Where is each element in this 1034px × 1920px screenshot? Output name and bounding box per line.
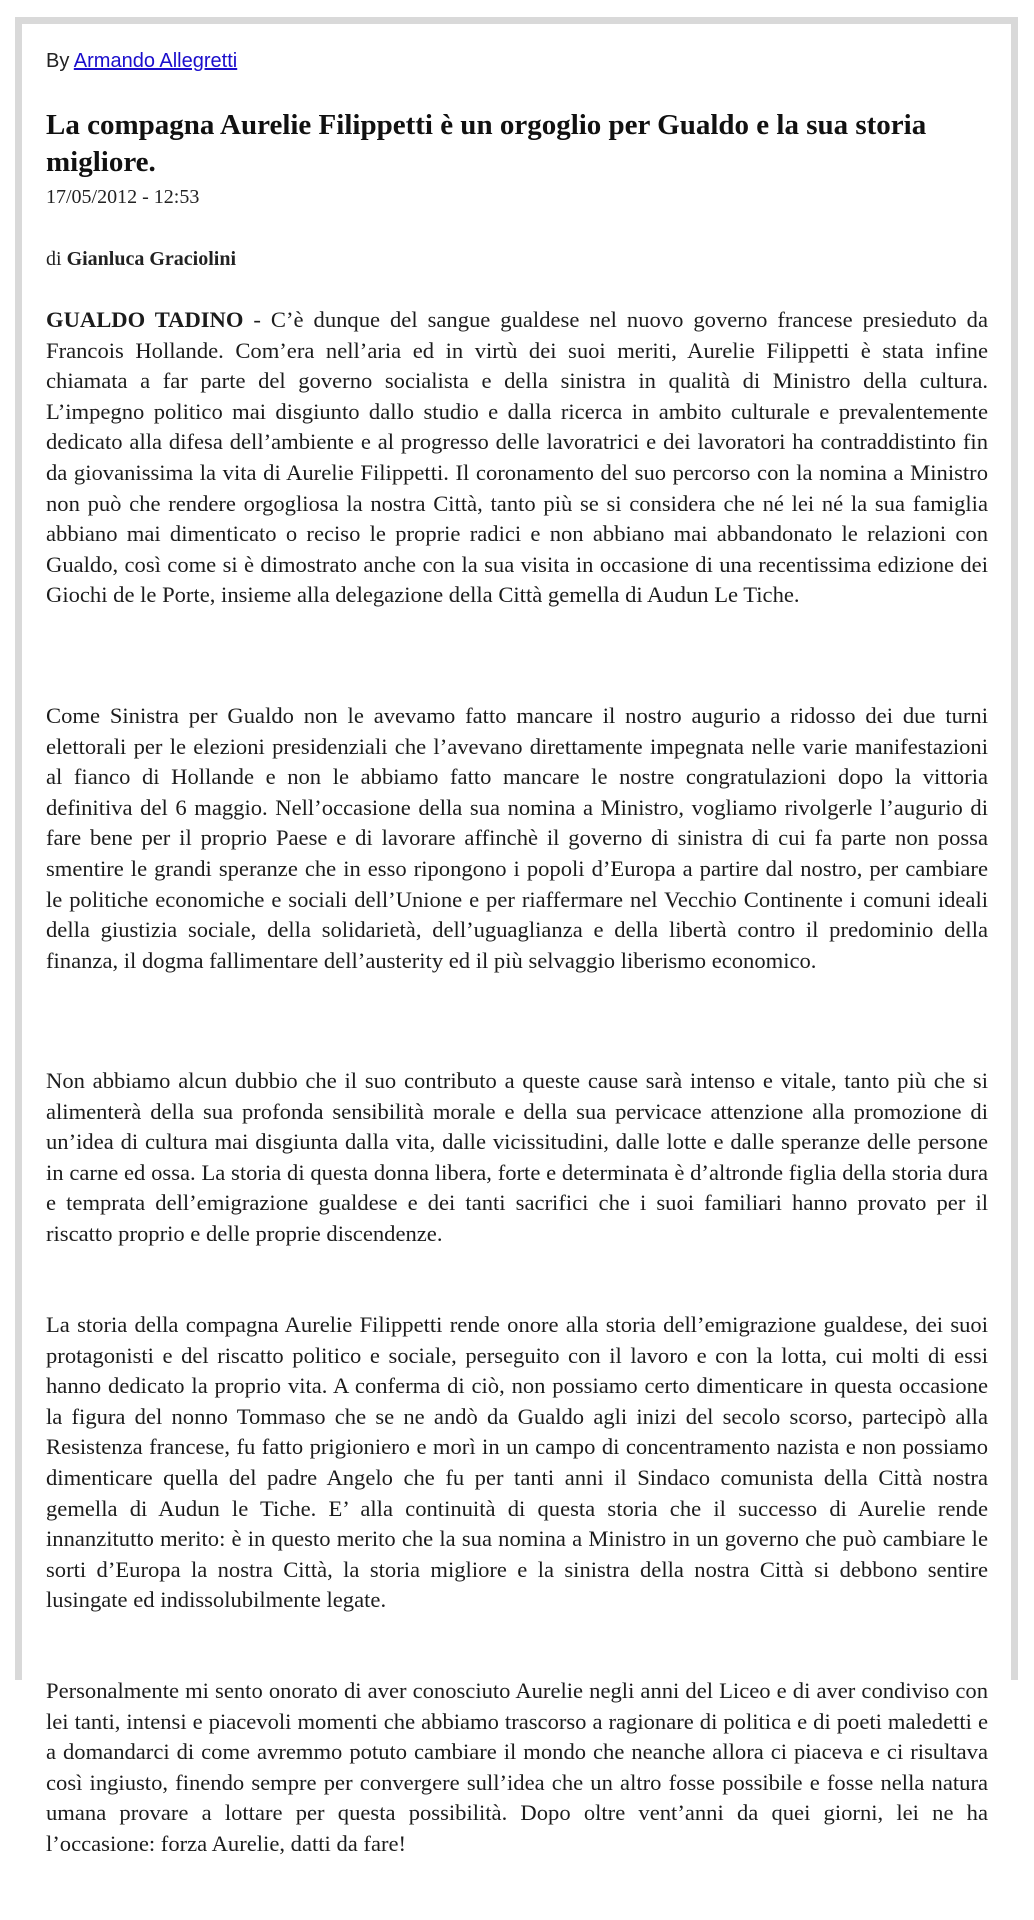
paragraph-text: - C’è dunque del sangue gualdese nel nuovo governo francese presieduto da Francois Hollande. Com’era nell’aria ed in virtù dei suoi meriti, Aurelie Filippetti è stata infine chiamata a far parte del governo socialista e della sinistra in qualità di Ministro della cultura. L’impegno politico mai disgiunto dallo studio e dalla ricerca in ambito culturale e prevalentemente dedicato alla difesa dell’ambiente e al progresso delle lavoratrici e dei lavoratori ha contraddistinto fin da giovanissima la vita di Aurelie Filippetti. Il coronamento del suo percorso con la nomina a Ministro non può che rendere orgogliosa la nostra Città, tanto più se si considera che né lei né la sua famiglia abbiano mai dimenticato o reciso le proprie radici e non abbiano mai abbandonato le relazioni con Gualdo, così come si è dimostrato anche con la sua visita in occasione di una recentissima edizione dei Giochi de le Porte, insieme alla delegazione della Città gemella di Audun Le Tiche. — [46, 307, 989, 608]
article-author — [46, 248, 236, 271]
author-prefix: di — [46, 248, 62, 270]
author-name: Gianluca Graciolini — [66, 248, 237, 270]
article-paragraph-1 — [46, 305, 988, 611]
article-paragraph-3: Non abbiamo alcun dubbio che il suo contributo a queste cause sarà intenso e vitale, tanto più che si alimenterà della sua profonda sensibilità morale e della sua pervicace attenzione alla promozione di un’idea di cultura mai disgiunta dalla vita, dalle vicissitudini, dalle lotte e dalle speranze delle persone in carne ed ossa. La storia di questa donna libera, forte e determinata è d’altronde figlia della storia dura e temprata dell’emigrazione gualdese e dei tanti sacrifici che i suoi familiari hanno provato per il riscatto proprio e delle proprie discendenze. — [46, 1068, 988, 1246]
article-title: La compagna Aurelie Filippetti è un orgoglio per Gualdo e la sua storia migliore. — [46, 109, 927, 178]
article-paragraph-2: Come Sinistra per Gualdo non le avevamo fatto mancare il nostro augurio a ridosso dei due turni elettorali per le elezioni presidenziali che l’avevano direttamente impegnata nelle varie manifestazioni al fianco di Hollande e non le abbiamo fatto mancare le nostre congratulazioni dopo la vittoria definitiva del 6 maggio. Nell’occasione della sua nomina a Ministro, vogliamo rivolgerle l’augurio di fare bene per il proprio Paese e di lavorare affinchè il governo di sinistra di cui fa parte non possa smentire le grandi speranze che in esso ripongono i popoli d’Europa a partire dal nostro, per cambiare le politiche economiche e sociali dell’Unione e per riaffermare nel Vecchio Continente i comuni ideali della giustizia sociale, della solidarietà, dell’uguaglianza e della libertà contro il predominio della finanza, il dogma fallimentare dell’austerity ed il più selvaggio liberismo economico. — [46, 703, 988, 973]
byline-prefix: By — [46, 50, 70, 72]
article-date: 17/05/2012 - 12:53 — [46, 186, 200, 208]
article-paragraph-5: Personalmente mi sento onorato di aver conosciuto Aurelie negli anni del Liceo e di aver condiviso con lei tanti, intensi e piacevoli momenti che abbiamo trascorso a ragionare di politica e di poeti maledetti e a domandarci di come avremmo potuto cambiare il mondo che neanche allora ci piaceva e ci risultava così ingiusto, finendo sempre per convergere sull’idea che un altro fosse possibile e fosse nella natura umana provare a lottare per questa possibilità. Dopo oltre vent’anni da quei giorni, lei ne ha l’occasione: forza Aurelie, datti da fare! — [46, 1678, 988, 1856]
article-paragraph-4: La storia della compagna Aurelie Filippetti rende onore alla storia dell’emigrazione gualdese, dei suoi protagonisti e del riscatto politico e sociale, perseguito con il lavoro e con la lotta, cui molti di essi hanno dedicato la proprio vita. A conferma di ciò, non possiamo certo dimenticare in questa occasione la figura del nonno Tommaso che se ne andò da Gualdo agli inizi del secolo scorso, partecipò alla Resistenza francese, fu fatto prigioniero e morì in un campo di concentramento nazista e non possiamo dimenticare quella del padre Angelo che fu per tanti anni il Sindaco comunista della Città nostra gemella di Audun le Tiche. E’ alla continuità di questa storia che il successo di Aurelie rende innanzitutto merito: è in questo merito che la sua nomina a Ministro in un governo che può cambiare le sorti d’Europa la nostra Città, la storia migliore e la sinistra della nostra Città si debbono sentire lusingate ed indissolubilmente legate. — [46, 1312, 988, 1613]
author-link[interactable]: Armando Allegretti — [73, 50, 238, 72]
dateline: GUALDO TADINO — [46, 307, 244, 332]
byline — [46, 50, 237, 73]
